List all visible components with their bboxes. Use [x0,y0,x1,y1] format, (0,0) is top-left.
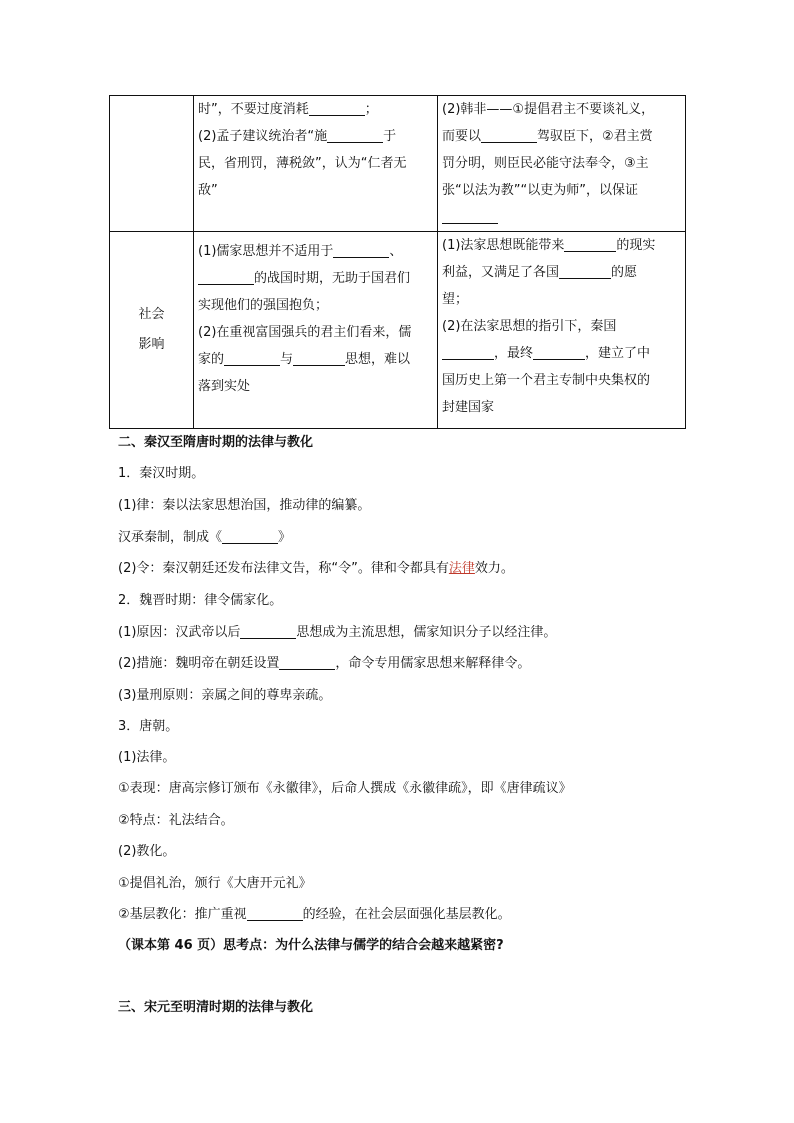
fill-blank[interactable] [309,102,365,116]
table-row [110,96,686,232]
fill-blank[interactable] [333,244,389,258]
paragraph: (2)教化。 [118,844,176,859]
paragraph: 汉承秦制，制成《 》 [118,530,292,545]
fill-blank[interactable] [240,625,296,639]
fill-blank[interactable] [559,265,611,279]
legalist-impact-cell: (1)法家思想既能带来 的现实 利益，又满足了各国 的愿 望； (2)在法家思想的指引下，秦国 ，最终 ，建立了中 国历史上第一个君主专制中央集权的 封建国家 [438,232,686,429]
paragraph: ②特点：礼法结合。 [118,813,234,828]
fill-blank[interactable] [198,271,254,285]
paragraph: (1)原因：汉武帝以后 思想成为主流思想，儒家知识分子以经注律。 [118,625,557,640]
fill-blank[interactable] [564,238,616,252]
fill-blank[interactable] [442,346,494,360]
row-label [110,96,194,232]
fill-blank[interactable] [279,656,335,670]
confucian-impact-cell: (1)儒家思想并不适用于 、 的战国时期，无助于国君们 实现他们的强国抱负； (2)在重视富国强兵的君主们看来，儒 家的 与 思想，难以 落到实处 [194,232,438,429]
fill-blank[interactable] [533,346,585,360]
paragraph: (3)量刑原则：亲属之间的尊卑亲疏。 [118,688,332,703]
paragraph: ①提倡礼治，颁行《大唐开元礼》 [118,876,312,891]
section-heading-qin-han-sui-tang: 二、秦汉至隋唐时期的法律与教化 [118,435,314,450]
legalist-cell: (2)韩非——①提倡君主不要谈礼义， 而要以 驾驭臣下，②君主赏 罚分明，则臣民必能守法奉令，③主 张“以法为教”“以吏为师”，以保证 [438,96,686,232]
paragraph: ①表现：唐高宗修订颁布《永徽律》，后命人撰成《永徽律疏》，即《唐律疏议》 [118,781,572,796]
fill-blank[interactable] [481,129,537,143]
fill-blank[interactable] [222,530,278,544]
paragraph: (1)律：秦以法家思想治国，推动律的编纂。 [118,498,371,513]
row-label-social-impact: 社会 影响 [110,232,194,429]
fill-blank[interactable] [293,352,345,366]
think-question: （课本第 46 页）思考点：为什么法律与儒学的结合会越来越紧密? [118,938,504,953]
fill-blank[interactable] [224,352,280,366]
table-row [110,232,686,429]
confucian-cell: 时”，不要过度消耗 ； (2)孟子建议统治者“施 于 民，省刑罚，薄税敛”，认为“仁者无 敌” [194,96,438,232]
paragraph: (1)法律。 [118,750,176,765]
paragraph: (2)令：秦汉朝廷还发布法律文告，称“令”。律和令都具有法律效力。 [118,561,514,576]
paragraph: ②基层教化：推广重视 的经验，在社会层面强化基层教化。 [118,907,511,922]
fill-blank[interactable] [442,210,498,224]
paragraph: (2)措施：魏明帝在朝廷设置 ，命令专用儒家思想来解释律令。 [118,656,531,671]
subheading-tang: 3．唐朝。 [118,719,179,734]
section-heading-song-yuan-ming-qing: 三、宋元至明清时期的法律与教化 [118,1000,314,1015]
fill-blank[interactable] [247,907,303,921]
fill-blank[interactable] [327,129,383,143]
comparison-table [109,95,686,429]
underlined-term: 法律 [448,561,475,576]
subheading-wei-jin: 2．魏晋时期：律令儒家化。 [118,593,283,608]
subheading-qin-han: 1．秦汉时期。 [118,466,205,481]
